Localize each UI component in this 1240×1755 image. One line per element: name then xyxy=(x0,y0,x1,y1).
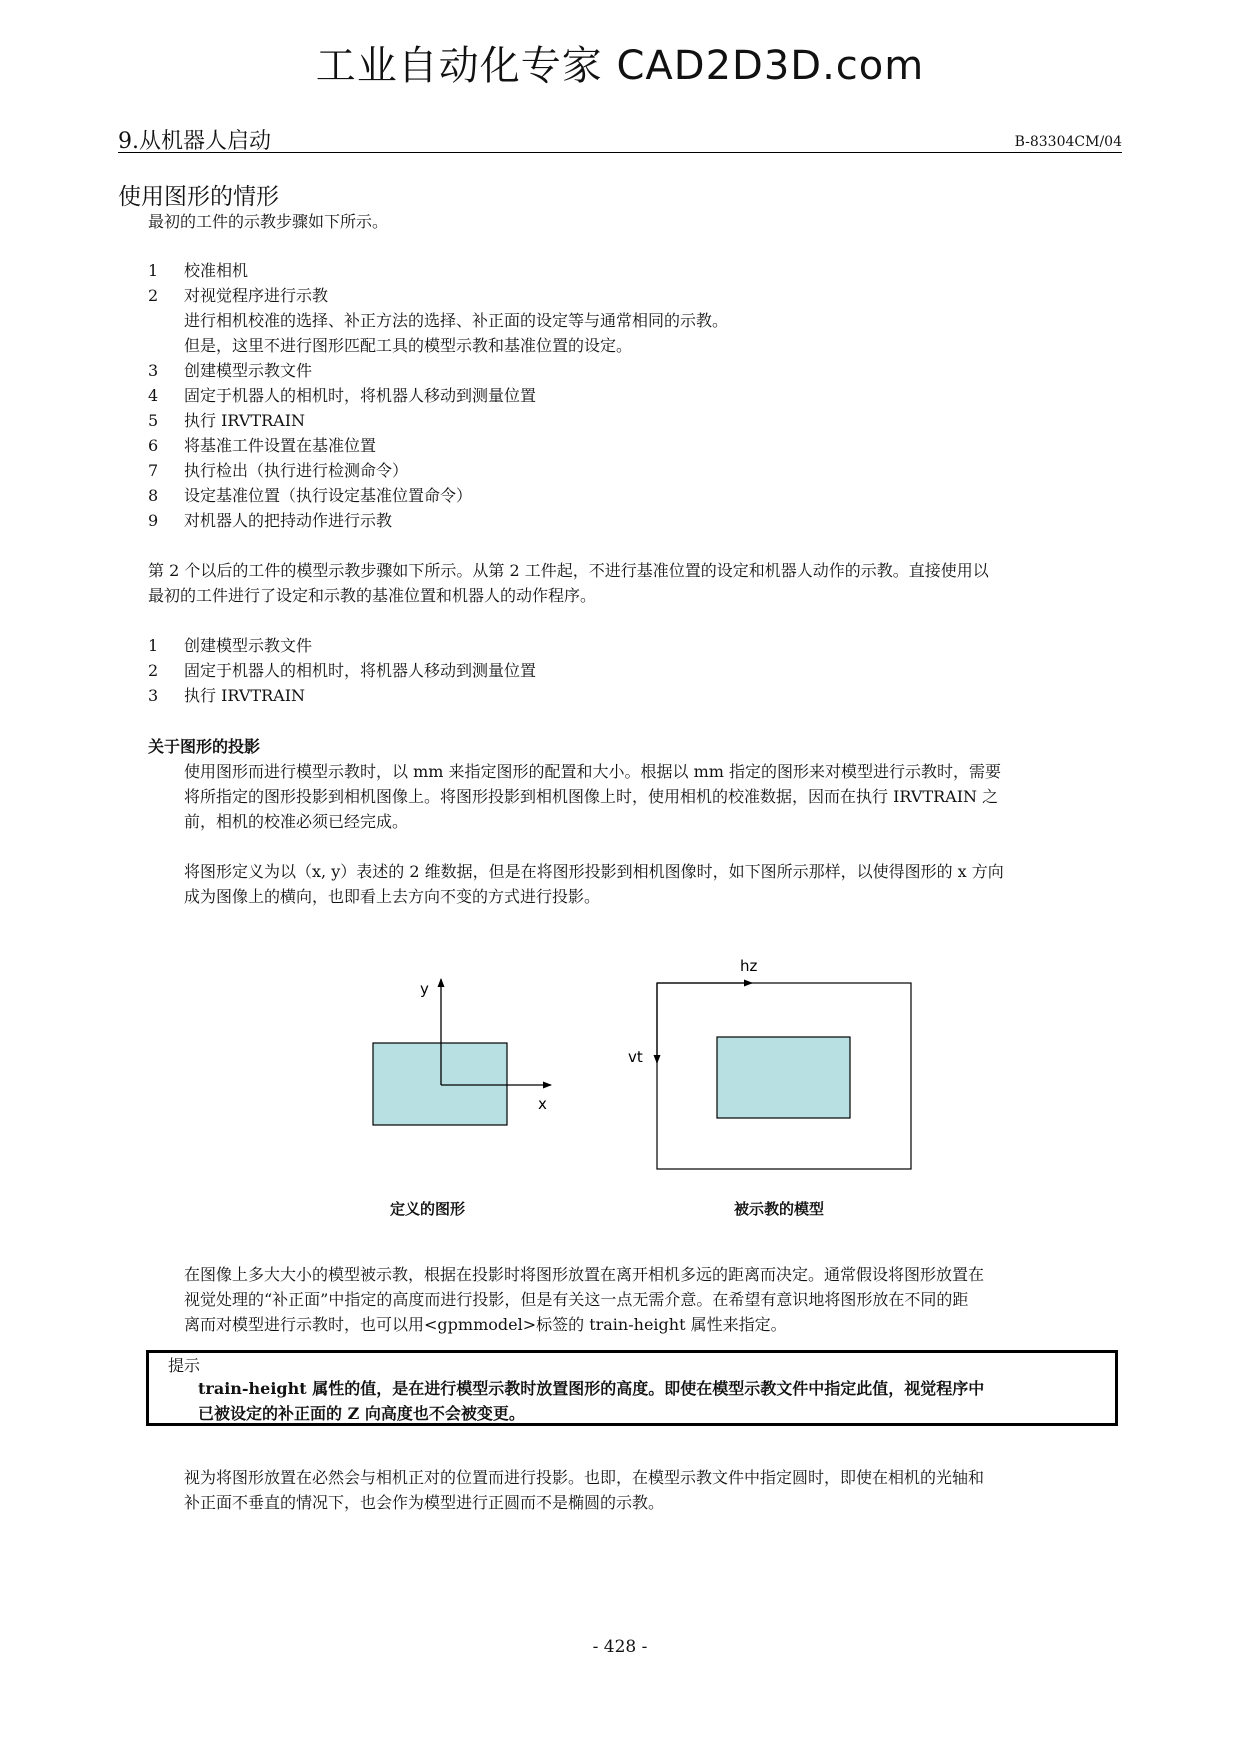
paragraph-line: 最初的工件进行了设定和示教的基准位置和机器人的动作程序。 xyxy=(148,586,597,605)
list-item xyxy=(0,658,1240,683)
step-text: 对机器人的把持动作进行示教 xyxy=(184,511,393,530)
step-text: 将基准工件设置在基准位置 xyxy=(184,436,377,455)
step-text: 但是，这里不进行图形匹配工具的模型示教和基准位置的设定。 xyxy=(184,336,633,355)
step-number: 6 xyxy=(148,436,159,455)
list-item xyxy=(0,283,1240,308)
page-number: - 428 - xyxy=(592,1637,648,1657)
step-text: 执行检出（执行进行检测命令） xyxy=(184,461,409,480)
x-axis-label: x xyxy=(538,1095,547,1113)
step-text: 设定基准位置（执行设定基准位置命令） xyxy=(184,486,473,505)
second-workpiece-paragraph xyxy=(148,558,1128,608)
projection-paragraph-1 xyxy=(184,759,1129,834)
step-number: 1 xyxy=(148,636,159,655)
first-step-list xyxy=(0,258,1240,533)
step-number: 3 xyxy=(148,361,159,380)
step-number: 8 xyxy=(148,486,159,505)
list-item xyxy=(0,333,1240,358)
step-text: 固定于机器人的相机时，将机器人移动到测量位置 xyxy=(184,661,537,680)
paragraph-line: 将图形定义为以（x, y）表述的 2 维数据，但是在将图形投影到相机图像时，如下图所示那样，以使得图形的 x 方向 xyxy=(184,862,1004,881)
hint-title: 提示 xyxy=(168,1356,201,1375)
step-text: 校准相机 xyxy=(184,261,249,280)
step-text: 固定于机器人的相机时，将机器人移动到测量位置 xyxy=(184,386,537,405)
list-item xyxy=(0,358,1240,383)
model-size-paragraph xyxy=(184,1262,1129,1337)
section-title: 使用图形的情形 xyxy=(118,184,279,210)
step-number: 5 xyxy=(148,411,159,430)
paragraph-line: 视为将图形放置在必然会与相机正对的位置而进行投影。也即，在模型示教文件中指定圆时，即使在相机的光轴和 xyxy=(184,1468,985,1487)
hint-line: 已被设定的补正面的 Z 向高度也不会被变更。 xyxy=(198,1404,525,1423)
step-number: 7 xyxy=(148,461,159,480)
second-step-list xyxy=(0,633,1240,708)
list-item xyxy=(0,683,1240,708)
caption-taught-model: 被示教的模型 xyxy=(734,1200,825,1218)
step-number: 1 xyxy=(148,261,159,280)
vt-axis-label: vt xyxy=(628,1048,643,1066)
hint-text xyxy=(198,1376,1098,1426)
paragraph-line: 成为图像上的横向，也即看上去方向不变的方式进行投影。 xyxy=(184,887,601,906)
document-number: B-83304CM/04 xyxy=(1014,134,1122,150)
watermark: 工业自动化专家 CAD2D3D.com xyxy=(315,43,925,89)
intro-text: 最初的工件的示教步骤如下所示。 xyxy=(148,212,389,231)
list-item xyxy=(0,458,1240,483)
list-item xyxy=(0,408,1240,433)
list-item xyxy=(0,483,1240,508)
step-text: 进行相机校准的选择、补正方法的选择、补正面的设定等与通常相同的示教。 xyxy=(184,311,729,330)
step-number: 9 xyxy=(148,511,159,530)
chapter-title: 9.从机器人启动 xyxy=(118,129,271,154)
subheading: 关于图形的投影 xyxy=(148,737,261,756)
y-axis-label: y xyxy=(420,980,429,998)
hint-line: train-height 属性的值，是在进行模型示教时放置图形的高度。即使在模型示教文件中指定此值，视觉程序中 xyxy=(198,1379,985,1398)
paragraph-line: 前，相机的校准必须已经完成。 xyxy=(184,812,409,831)
paragraph-line: 视觉处理的“补正面”中指定的高度而进行投影，但是有关这一点无需介意。在希望有意识地将图形放在不同的距 xyxy=(184,1290,969,1309)
paragraph-line: 在图像上多大大小的模型被示教，根据在投影时将图形放置在离开相机多远的距离而决定。通常假设将图形放置在 xyxy=(184,1265,985,1284)
list-item xyxy=(0,433,1240,458)
step-number: 2 xyxy=(148,661,159,680)
step-text: 对视觉程序进行示教 xyxy=(184,286,329,305)
paragraph-line: 第 2 个以后的工件的模型示教步骤如下所示。从第 2 工件起，不进行基准位置的设定和机器人动作的示教。直接使用以 xyxy=(148,561,989,580)
step-text: 执行 IRVTRAIN xyxy=(184,411,306,430)
step-number: 4 xyxy=(148,386,159,405)
final-paragraph xyxy=(184,1465,1129,1515)
list-item xyxy=(0,633,1240,658)
projection-paragraph-2 xyxy=(184,859,1129,909)
taught-model-rect xyxy=(717,1037,850,1118)
defined-shape-rect xyxy=(373,1043,507,1125)
paragraph-line: 使用图形而进行模型示教时，以 mm 来指定图形的配置和大小。根据以 mm 指定的图形来对模型进行示教时，需要 xyxy=(184,762,1002,781)
header-rule xyxy=(118,152,1122,153)
caption-defined-shape: 定义的图形 xyxy=(390,1200,466,1218)
hz-axis-label: hz xyxy=(740,957,758,975)
paragraph-line: 将所指定的图形投影到相机图像上。将图形投影到相机图像上时，使用相机的校准数据，因而在执行 IRVTRAIN 之 xyxy=(184,787,999,806)
step-number: 3 xyxy=(148,686,159,705)
list-item xyxy=(0,383,1240,408)
list-item xyxy=(0,308,1240,333)
paragraph-line: 离而对模型进行示教时，也可以用<gpmmodel>标签的 train-height 属性来指定。 xyxy=(184,1315,787,1334)
step-text: 执行 IRVTRAIN xyxy=(184,686,306,705)
list-item xyxy=(0,508,1240,533)
step-text: 创建模型示教文件 xyxy=(184,636,313,655)
step-number: 2 xyxy=(148,286,159,305)
paragraph-line: 补正面不垂直的情况下，也会作为模型进行正圆而不是椭圆的示教。 xyxy=(184,1493,665,1512)
step-text: 创建模型示教文件 xyxy=(184,361,313,380)
projection-figure xyxy=(0,940,1240,1220)
list-item xyxy=(0,258,1240,283)
